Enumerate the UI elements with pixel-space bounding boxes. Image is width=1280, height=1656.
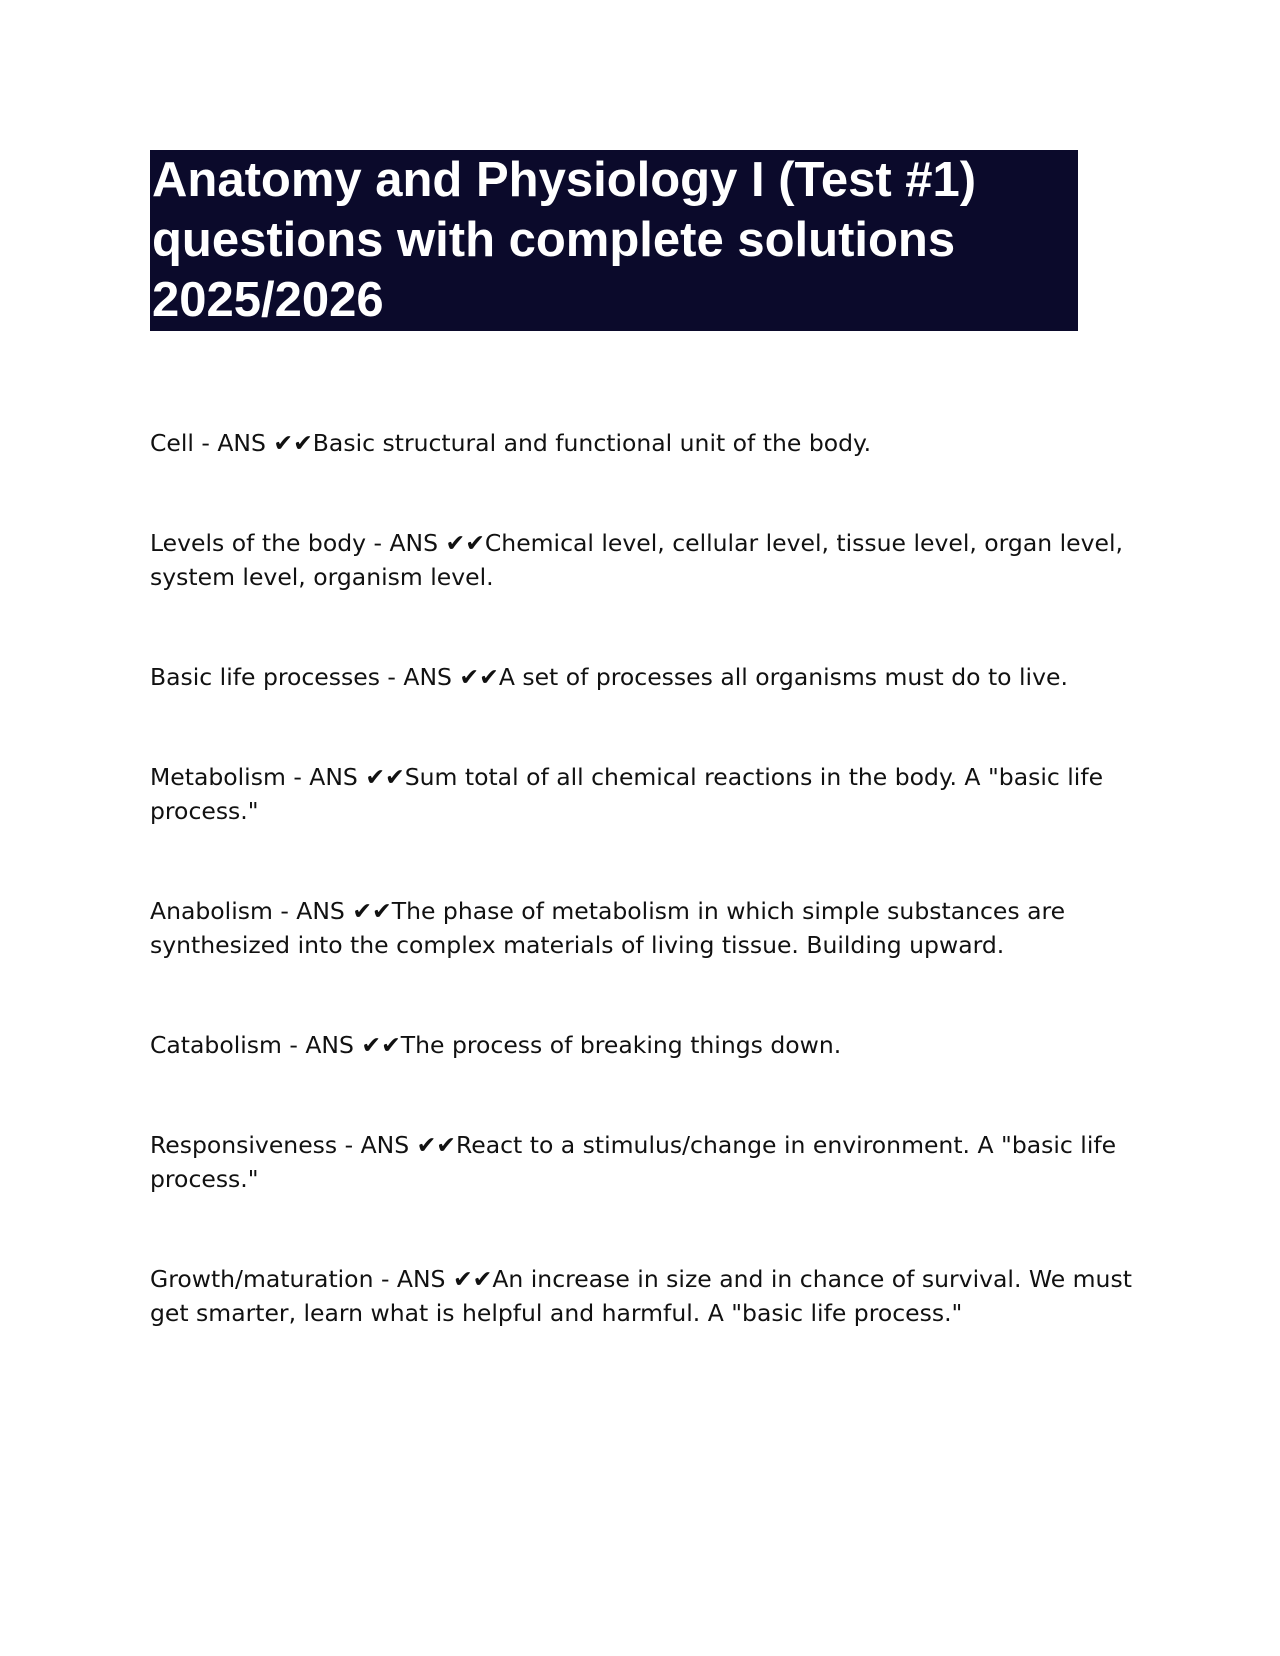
double-check-icon: ✔✔ — [438, 529, 485, 557]
double-check-icon: ✔✔ — [445, 1265, 493, 1293]
double-check-icon: ✔✔ — [265, 429, 313, 457]
qa-answer: Basic structural and functional unit of the body. — [312, 429, 872, 457]
title-banner — [150, 150, 1078, 331]
qa-item-catabolism — [150, 1028, 1140, 1062]
qa-item-levels-of-the-body — [150, 526, 1140, 594]
qa-separator: - — [285, 763, 310, 791]
qa-separator: - — [272, 897, 297, 925]
qa-term: Levels of the body — [150, 529, 367, 557]
ans-label: ANS — [396, 1265, 446, 1293]
qa-answer: The process of breaking things down. — [400, 1031, 842, 1059]
qa-answer: A set of processes all organisms must do to live. — [498, 663, 1068, 691]
qa-list — [150, 426, 1140, 1396]
qa-answer: An increase in size and in chance of survival. We must get smarter, learn what is helpful and harmful. A "basic life process." — [150, 1265, 1132, 1327]
double-check-icon: ✔✔ — [409, 1131, 456, 1159]
double-check-icon: ✔✔ — [344, 897, 392, 925]
qa-term: Metabolism — [150, 763, 286, 791]
qa-separator: - — [379, 663, 404, 691]
qa-separator: - — [193, 429, 218, 457]
qa-separator: - — [366, 529, 390, 557]
ans-label: ANS — [296, 897, 345, 925]
ans-label: ANS — [403, 663, 452, 691]
ans-label: ANS — [305, 1031, 354, 1059]
qa-separator: - — [281, 1031, 306, 1059]
qa-item-growth-maturation — [150, 1262, 1140, 1330]
ans-label: ANS — [389, 529, 439, 557]
qa-item-basic-life-processes — [150, 660, 1140, 694]
qa-separator: - — [337, 1131, 361, 1159]
double-check-icon: ✔✔ — [353, 1031, 401, 1059]
double-check-icon: ✔✔ — [357, 763, 405, 791]
qa-item-cell — [150, 426, 1140, 460]
qa-term: Catabolism — [150, 1031, 282, 1059]
double-check-icon: ✔✔ — [451, 663, 499, 691]
ans-label: ANS — [217, 429, 266, 457]
qa-item-anabolism — [150, 894, 1140, 962]
document-title: Anatomy and Physiology I (Test #1) questions with complete solutions 2025/2026 — [152, 153, 977, 327]
qa-term: Basic life processes — [150, 663, 380, 691]
qa-term: Responsiveness — [150, 1131, 338, 1159]
qa-item-metabolism — [150, 760, 1140, 828]
qa-answer: Sum total of all chemical reactions in the body. A "basic life process." — [150, 763, 1104, 825]
qa-answer: Chemical level, cellular level, tissue level, organ level, system level, organism level. — [150, 529, 1123, 591]
qa-item-responsiveness — [150, 1128, 1140, 1196]
qa-term: Growth/maturation — [150, 1265, 374, 1293]
ans-label: ANS — [360, 1131, 410, 1159]
ans-label: ANS — [309, 763, 358, 791]
qa-term: Anabolism — [150, 897, 273, 925]
qa-answer: React to a stimulus/change in environment. A "basic life process." — [150, 1131, 1117, 1193]
qa-term: Cell — [150, 429, 194, 457]
qa-answer: The phase of metabolism in which simple substances are synthesized into the complex materials of living tissue. Building upward. — [150, 897, 1066, 959]
qa-separator: - — [373, 1265, 397, 1293]
